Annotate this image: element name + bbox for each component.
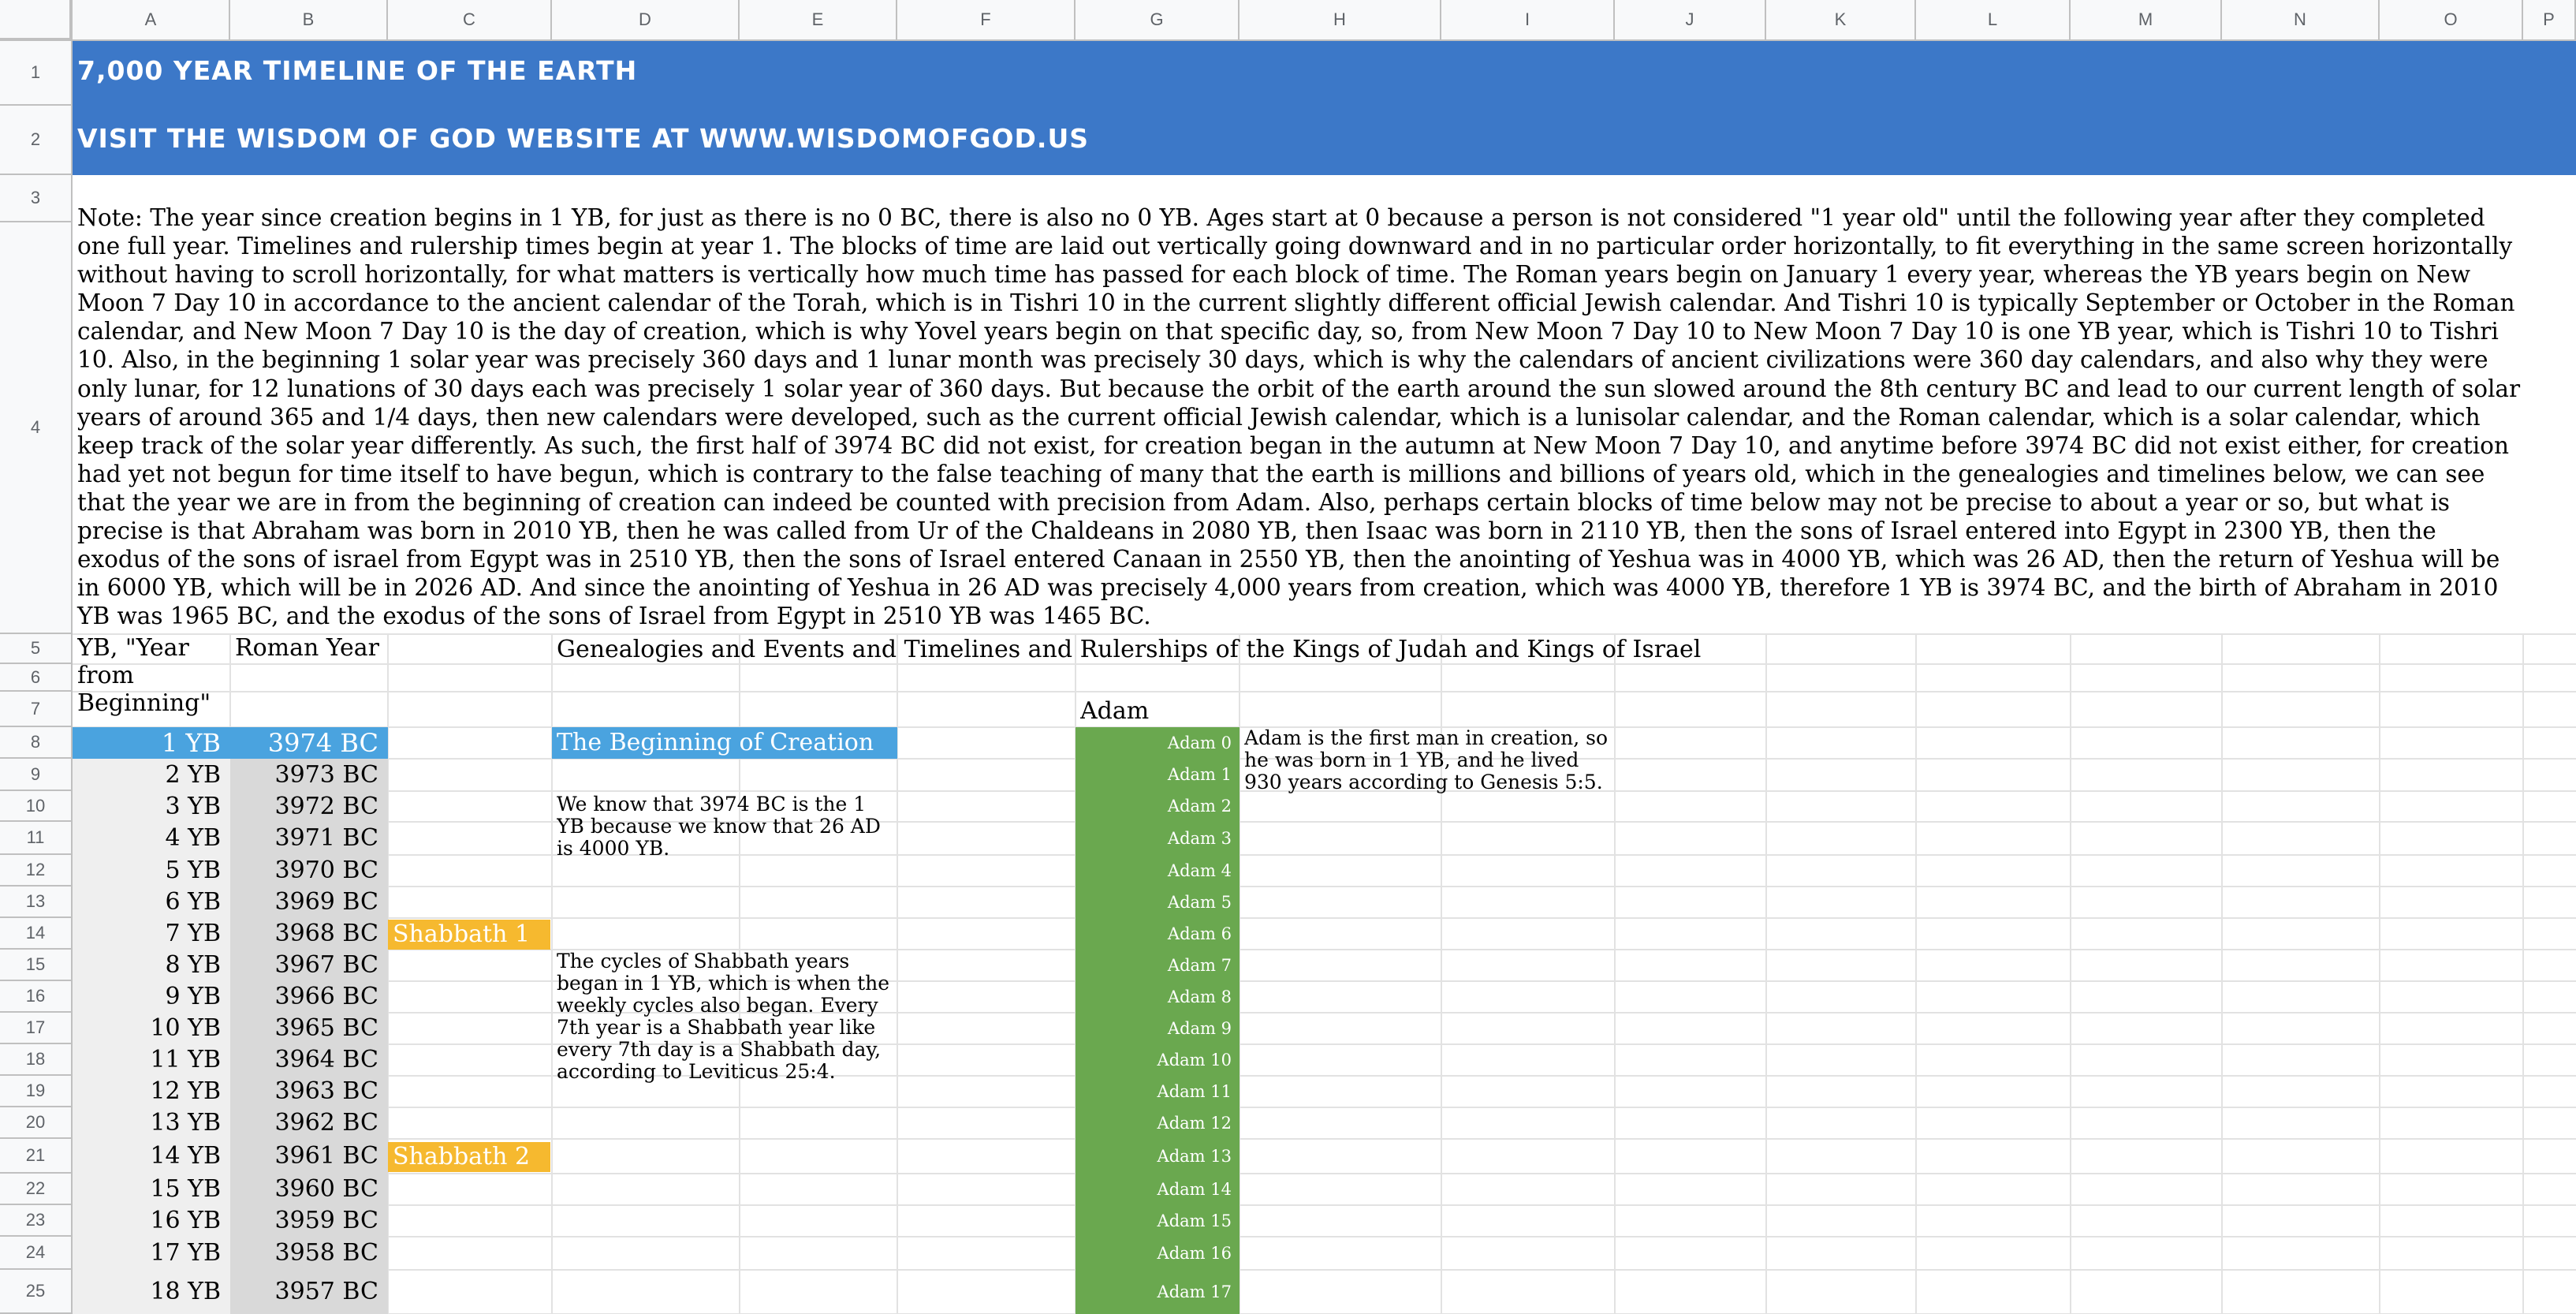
roman-year-cell[interactable]: 3964 BC <box>230 1044 388 1076</box>
adam-age-cell[interactable]: Adam 15 <box>1076 1205 1240 1237</box>
row-header-18[interactable]: 18 <box>0 1044 73 1076</box>
roman-year-cell[interactable]: 3958 BC <box>230 1237 388 1270</box>
adam-age-cell[interactable]: Adam 17 <box>1076 1270 1240 1314</box>
roman-year-cell[interactable]: 3974 BC <box>230 727 388 759</box>
column-header-i[interactable]: I <box>1441 0 1615 41</box>
shabbath-note[interactable]: The cycles of Shabbath years began in 1 YB, which is when the weekly cycles also began. Every 7th year is a Shabbath year like every 7th day is a Shabbath day, according to Leviticus 25:4. <box>557 950 890 1083</box>
grid-hline <box>73 1075 2576 1077</box>
grid-hline <box>73 1138 2576 1140</box>
row-header-3[interactable]: 3 <box>0 175 73 222</box>
select-all-corner[interactable] <box>0 0 73 41</box>
yb-cell[interactable]: 5 YB <box>73 855 230 887</box>
adam-note[interactable]: Adam is the first man in creation, so he was born in 1 YB, and he lived 930 years according to Genesis 5:5. <box>1244 727 1609 793</box>
grid-hline <box>73 1012 2576 1013</box>
roman-year-cell[interactable]: 3959 BC <box>230 1205 388 1237</box>
yb-cell[interactable]: 9 YB <box>73 981 230 1013</box>
row-header-10[interactable]: 10 <box>0 791 73 822</box>
column-header-p[interactable]: P <box>2523 0 2576 41</box>
adam-age-cell[interactable]: Adam 4 <box>1076 855 1240 887</box>
website-line[interactable]: VISIT THE WISDOM OF GOD WEBSITE AT WWW.WISDOMOFGOD.US <box>77 123 1090 154</box>
adam-age-cell[interactable]: Adam 16 <box>1076 1237 1240 1270</box>
roman-year-cell[interactable]: 3970 BC <box>230 855 388 887</box>
column-header-a[interactable]: A <box>73 0 230 41</box>
genealogies-header[interactable]: Genealogies and Events and Timelines and Rulerships of the Kings of Judah and Kings of Israel <box>557 636 1702 663</box>
grid-hline <box>73 821 2576 823</box>
grid-hline <box>73 917 2576 919</box>
adam-age-cell[interactable]: Adam 7 <box>1076 950 1240 981</box>
yb-cell[interactable]: 11 YB <box>73 1044 230 1076</box>
column-header-f[interactable]: F <box>897 0 1076 41</box>
adam-age-cell[interactable]: Adam 8 <box>1076 981 1240 1013</box>
sheet-title[interactable]: 7,000 YEAR TIMELINE OF THE EARTH <box>77 55 638 86</box>
yb-cell[interactable]: 3 YB <box>73 791 230 822</box>
grid-vline <box>2070 634 2071 1314</box>
grid-hline <box>73 1204 2576 1206</box>
roman-year-cell[interactable]: 3966 BC <box>230 981 388 1013</box>
row-header-1[interactable]: 1 <box>0 41 73 106</box>
column-header-c[interactable]: C <box>388 0 552 41</box>
column-header-j[interactable]: J <box>1615 0 1766 41</box>
roman-year-cell[interactable]: 3962 BC <box>230 1107 388 1139</box>
row-header-21[interactable]: 21 <box>0 1139 73 1174</box>
column-header-h[interactable]: H <box>1240 0 1441 41</box>
grid-hline <box>73 854 2576 856</box>
adam-age-cell[interactable]: Adam 9 <box>1076 1013 1240 1044</box>
roman-year-cell[interactable]: 3971 BC <box>230 822 388 855</box>
yb-cell[interactable]: 4 YB <box>73 822 230 855</box>
roman-year-cell[interactable]: 3960 BC <box>230 1174 388 1205</box>
yb-cell[interactable]: 14 YB <box>73 1139 230 1174</box>
grid-vline <box>2379 634 2380 1314</box>
yb-cell[interactable]: 1 YB <box>73 727 230 759</box>
grid-hline <box>73 691 2576 692</box>
adam-age-cell[interactable]: Adam 13 <box>1076 1139 1240 1174</box>
grid-vline <box>2221 634 2223 1314</box>
row-header-9[interactable]: 9 <box>0 759 73 791</box>
adam-age-cell[interactable]: Adam 6 <box>1076 918 1240 950</box>
roman-year-cell[interactable]: 3973 BC <box>230 759 388 791</box>
row-header-16[interactable]: 16 <box>0 981 73 1013</box>
adam-heading[interactable]: Adam <box>1080 697 1150 725</box>
yb-column-header[interactable]: YB, "Year from Beginning" <box>77 634 211 717</box>
yb-cell[interactable]: 18 YB <box>73 1270 230 1314</box>
roman-year-cell[interactable]: 3969 BC <box>230 887 388 918</box>
row-header-25[interactable]: 25 <box>0 1270 73 1314</box>
row-header-8[interactable]: 8 <box>0 727 73 759</box>
yb-cell[interactable]: 8 YB <box>73 950 230 981</box>
yb-cell[interactable]: 13 YB <box>73 1107 230 1139</box>
row-header-7[interactable]: 7 <box>0 692 73 727</box>
shabbath-1-cell[interactable]: Shabbath 1 <box>388 920 550 950</box>
roman-year-cell[interactable]: 3968 BC <box>230 918 388 950</box>
row-header-19[interactable]: 19 <box>0 1076 73 1107</box>
yb-cell[interactable]: 2 YB <box>73 759 230 791</box>
row-header-5[interactable]: 5 <box>0 634 73 664</box>
row-header-14[interactable]: 14 <box>0 918 73 950</box>
adam-age-cell[interactable]: Adam 11 <box>1076 1076 1240 1107</box>
yb-cell[interactable]: 12 YB <box>73 1076 230 1107</box>
adam-age-cell[interactable]: Adam 10 <box>1076 1044 1240 1076</box>
roman-year-cell[interactable]: 3965 BC <box>230 1013 388 1044</box>
column-header-d[interactable]: D <box>552 0 740 41</box>
roman-year-cell[interactable]: 3972 BC <box>230 791 388 822</box>
row-header-12[interactable]: 12 <box>0 855 73 887</box>
adam-age-cell[interactable]: Adam 14 <box>1076 1174 1240 1205</box>
adam-age-cell[interactable]: Adam 12 <box>1076 1107 1240 1139</box>
yb-cell[interactable]: 17 YB <box>73 1237 230 1270</box>
column-header-m[interactable]: M <box>2071 0 2222 41</box>
grid-vline <box>1765 634 1767 1314</box>
grid-hline <box>73 980 2576 982</box>
beginning-note[interactable]: We know that 3974 BC is the 1 YB because we know that 26 AD is 4000 YB. <box>557 793 881 860</box>
column-header-l[interactable]: L <box>1916 0 2071 41</box>
row-header-4[interactable]: 4 <box>0 222 73 634</box>
grid-vline <box>1915 634 1917 1314</box>
column-header-n[interactable]: N <box>2222 0 2380 41</box>
grid-hline <box>73 1269 2576 1271</box>
adam-age-cell[interactable]: Adam 2 <box>1076 791 1240 822</box>
grid-hline <box>73 1173 2576 1174</box>
row-header-23[interactable]: 23 <box>0 1205 73 1237</box>
yb-cell[interactable]: 15 YB <box>73 1174 230 1205</box>
column-header-o[interactable]: O <box>2380 0 2523 41</box>
row-header-2[interactable]: 2 <box>0 106 73 175</box>
adam-age-cell[interactable]: Adam 3 <box>1076 822 1240 855</box>
grid-hline <box>73 663 2576 665</box>
grid-hline <box>73 1043 2576 1045</box>
yb-cell[interactable]: 6 YB <box>73 887 230 918</box>
row-header-13[interactable]: 13 <box>0 887 73 918</box>
shabbath-2-cell[interactable]: Shabbath 2 <box>388 1142 550 1172</box>
row-header-22[interactable]: 22 <box>0 1174 73 1205</box>
row-header-17[interactable]: 17 <box>0 1013 73 1044</box>
column-header-g[interactable]: G <box>1076 0 1240 41</box>
column-header-b[interactable]: B <box>230 0 388 41</box>
row-header-15[interactable]: 15 <box>0 950 73 981</box>
grid-vline <box>2522 634 2524 1314</box>
column-header-k[interactable]: K <box>1766 0 1916 41</box>
grid-hline <box>73 633 2576 635</box>
yb-cell[interactable]: 10 YB <box>73 1013 230 1044</box>
row-header-6[interactable]: 6 <box>0 664 73 692</box>
column-header-e[interactable]: E <box>740 0 897 41</box>
grid-hline <box>73 1236 2576 1237</box>
roman-column-header[interactable]: Roman Year <box>235 634 380 662</box>
row-header-24[interactable]: 24 <box>0 1237 73 1270</box>
adam-age-cell[interactable]: Adam 1 <box>1076 759 1240 791</box>
roman-year-cell[interactable]: 3963 BC <box>230 1076 388 1107</box>
yb-cell[interactable]: 7 YB <box>73 918 230 950</box>
roman-year-cell[interactable]: 3961 BC <box>230 1139 388 1174</box>
yb-cell[interactable]: 16 YB <box>73 1205 230 1237</box>
grid-hline <box>73 886 2576 887</box>
adam-age-cell[interactable]: Adam 5 <box>1076 887 1240 918</box>
beginning-of-creation-cell[interactable]: The Beginning of Creation <box>552 727 897 759</box>
roman-year-cell[interactable]: 3967 BC <box>230 950 388 981</box>
creation-note[interactable]: Note: The year since creation begins in 1 YB, for just as there is no 0 BC, there is also no 0 YB. Ages start at 0 because a person is not considered "1 year old" until the following year after they completed one full year. Timelines and rulership times begin at year 1. The blocks of time are laid out vertically going downward and in no particular order horizontally, to fit everything in the same screen horizontally without having to scroll horizontally, for what matters is vertically how much time has passed for each block of time. The Roman years begin on January 1 every year, whereas the YB years begin on New Moon 7 Day 10 in accordance to the ancient calendar of the Torah, which is in Tishri 10 in the current slightly different official Jewish calendar. And Tishri 10 is typically September or October in the Roman calendar, and New Moon 7 Day 10 is the day of creation, which is why Yovel years begin on that specific day, so, from New Moon 7 Day 10 to New Moon 7 Day 10 is one YB year, which is Tishri 10 to Tishri 10. Also, in the beginning 1 solar year was precisely 360 days and 1 lunar month was precisely 30 days, which is why the calendars of ancient civilizations were 360 day calendars, and also why they were only lunar, for 12 lunations of 30 days each was precisely 1 solar year of 360 days. But because the orbit of the earth around the sun slowed around the 8th century BC and lead to our current length of solar years of around 365 and 1/4 days, then new calendars were developed, such as the current official Jewish calendar, which is a lunisolar calendar, and the Roman calendar, which is a solar calendar, which keep track of the solar year differently. As such, the first half of 3974 BC did not exist, for creation began in the autumn at New Moon 7 Day 10, and anytime before 3974 BC did not exist either, for creation had yet not begun for time itself to have begun, which is contrary to the false teaching of many that the earth is millions and billions of years old, which in the genealogies and timelines below, we can see that the year we are in from the beginning of creation can indeed be counted with precision from Adam. Also, perhaps certain blocks of time below may not be precise to about a year or so, but what is precise is that Abraham was born in 2010 YB, then he was called from Ur of the Chaldeans in 2080 YB, then Isaac was born in 2110 YB, then the sons of Israel entered into Egypt in 2300 YB, then the exodus of the sons of israel from Egypt was in 2510 YB, then the sons of Israel entered Canaan in 2550 YB, then the anointing of Yeshua was in 4000 YB, which was 26 AD, then the return of Yeshua will be in 6000 YB, which will be in 2026 AD. And since the anointing of Yeshua in 26 AD was precisely 4,000 years from creation, which was 4000 YB, therefore 1 YB is 3974 BC, and the birth of Abraham in 2010 YB was 1965 BC, and the exodus of the sons of Israel from Egypt in 2510 YB was 1465 BC. <box>77 204 2521 630</box>
roman-year-cell[interactable]: 3957 BC <box>230 1270 388 1314</box>
grid-hline <box>73 1107 2576 1108</box>
adam-age-cell[interactable]: Adam 0 <box>1076 727 1240 759</box>
row-header-20[interactable]: 20 <box>0 1107 73 1139</box>
row-header-11[interactable]: 11 <box>0 822 73 855</box>
